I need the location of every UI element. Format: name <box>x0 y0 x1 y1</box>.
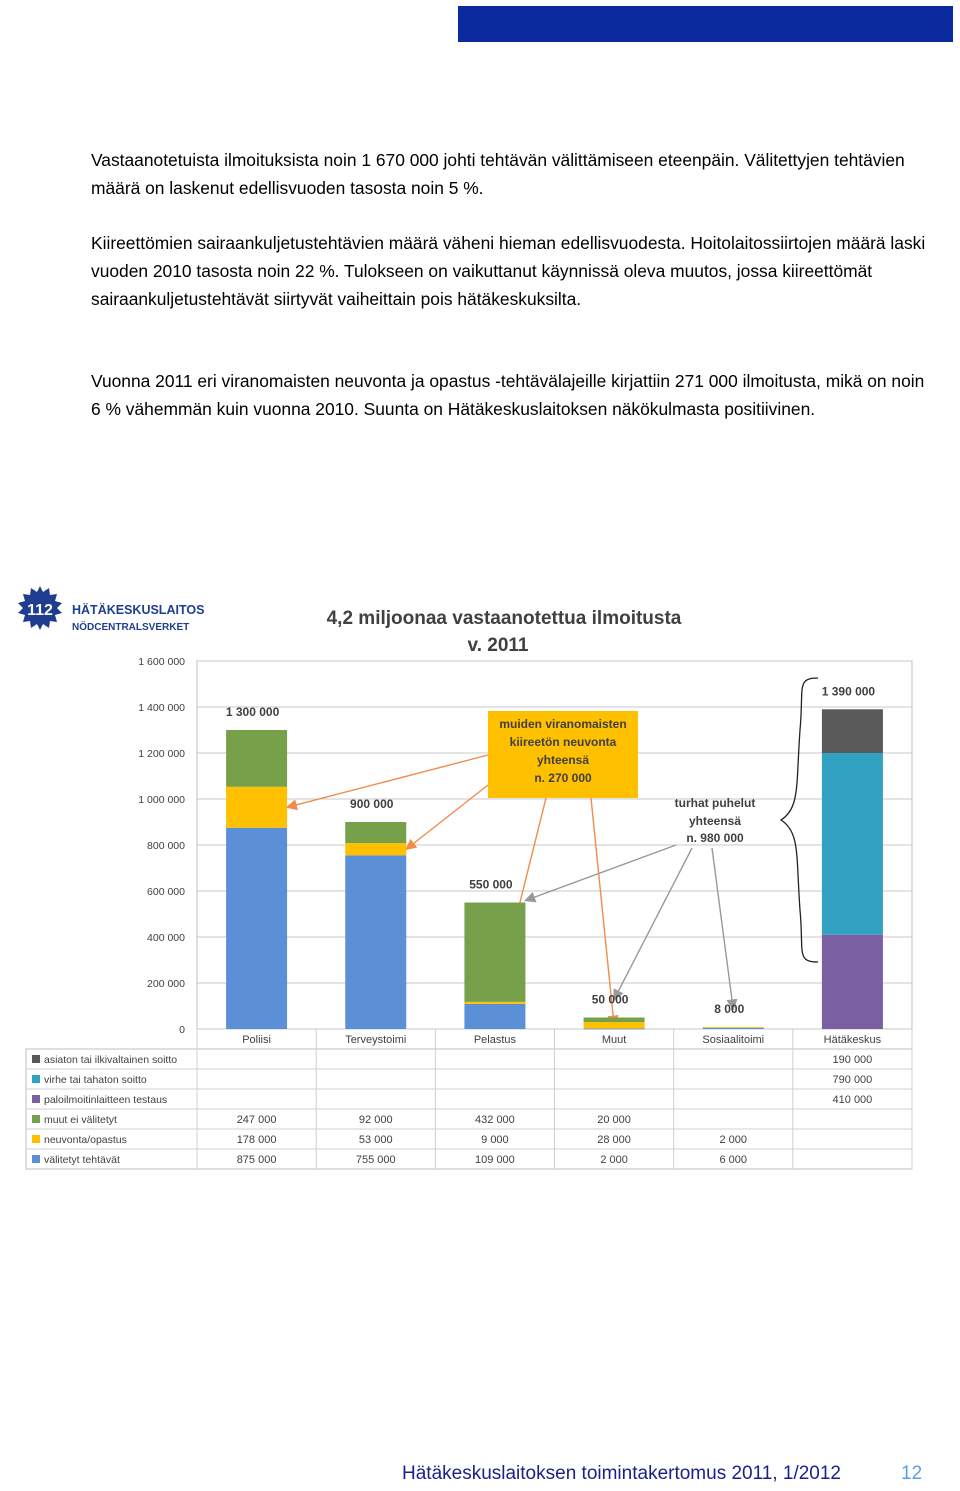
annotation-arrow <box>406 785 488 849</box>
table-cell: 28 000 <box>597 1134 631 1146</box>
hatakeskus-logo <box>18 586 204 633</box>
legend-swatch <box>32 1095 40 1103</box>
legend-swatch <box>32 1135 40 1143</box>
table-cell: 432 000 <box>475 1114 515 1126</box>
y-tick-label: 1 600 000 <box>138 656 185 668</box>
x-tick-label: Muut <box>601 1034 627 1046</box>
paragraph: Vastaanotetuista ilmoituksista noin 1 670 000 johti tehtävän välittämiseen eteenpäin. Välitettyjen tehtävien määrä on laskenut edellisvuoden tasosta noin 5 %. <box>91 150 905 198</box>
y-axis <box>138 656 185 1036</box>
legend-swatch <box>32 1055 40 1063</box>
table-cell: 178 000 <box>236 1134 277 1146</box>
table-cell: 247 000 <box>236 1114 277 1126</box>
table-cell: 755 000 <box>355 1154 396 1166</box>
bar-segment <box>822 709 883 753</box>
y-tick-label: 400 000 <box>147 932 185 944</box>
bar-segment <box>584 1018 645 1023</box>
bar-segment <box>226 828 287 1029</box>
legend-swatch <box>32 1075 40 1083</box>
advice-annotation-line: yhteensä <box>536 753 590 767</box>
advice-annotation-line: n. 270 000 <box>534 771 592 785</box>
y-tick-label: 800 000 <box>147 840 185 852</box>
bar-segment <box>345 855 406 1029</box>
legend-label: asiaton tai ilkivaltainen soitto <box>44 1054 178 1066</box>
table-cell: 92 000 <box>358 1114 393 1126</box>
table-cell: 410 000 <box>832 1094 873 1106</box>
table-cell: 9 000 <box>481 1134 509 1146</box>
annotation-arrow <box>712 848 733 1009</box>
logo-name-swedish: NÖDCENTRALSVERKET <box>72 622 190 633</box>
paragraph: Kiireettömien sairaankuljetustehtävien määrä väheni hieman edellisvuodesta. Hoitolaitossiirtojen määrä laski vuoden 2010 tasosta noin 22 %. Tulokseen on vaikuttanut käynnissä oleva muutos, jossa kiireettömät sairaankuljetustehtävät siirtyvät vaiheittain pois hätäkeskuksilta. <box>91 233 926 309</box>
footer-title: Hätäkeskuslaitoksen toimintakertomus 2011, 1/2012 <box>402 1463 842 1484</box>
table-cell: 190 000 <box>832 1054 873 1066</box>
table-cell: 109 000 <box>475 1154 515 1166</box>
bar-segment <box>226 730 287 787</box>
advice-annotation-line: kiireetön neuvonta <box>509 735 617 749</box>
x-tick-label: Terveystoimi <box>345 1034 407 1046</box>
y-tick-label: 1 200 000 <box>138 748 185 760</box>
total-label: 1 390 000 <box>821 684 876 699</box>
x-tick-label: Pelastus <box>473 1034 517 1046</box>
brace-icon <box>781 678 818 962</box>
advice-annotation-box <box>488 711 638 798</box>
y-tick-label: 1 400 000 <box>138 702 185 714</box>
legend-swatch <box>32 1115 40 1123</box>
bar-segment <box>464 1004 525 1029</box>
y-tick-label: 200 000 <box>147 978 185 990</box>
annotation-arrow <box>591 798 614 1025</box>
bar-segment <box>703 1027 764 1028</box>
table-cell: 20 000 <box>597 1114 631 1126</box>
page-number: 12 <box>901 1463 923 1484</box>
bar-segment <box>584 1022 645 1028</box>
legend-label: välitetyt tehtävät <box>44 1154 120 1166</box>
table-cell: 875 000 <box>236 1154 277 1166</box>
y-tick-label: 600 000 <box>147 886 185 898</box>
total-label: 50 000 <box>591 992 629 1007</box>
logo-number: 112 <box>27 602 53 619</box>
annotation-arrow <box>614 848 692 1000</box>
total-label: 8 000 <box>714 1002 745 1017</box>
bar-segment <box>464 1002 525 1004</box>
total-label: 1 300 000 <box>225 705 280 719</box>
x-tick-label: Sosiaalitoimi <box>702 1034 765 1046</box>
bar-segment <box>226 787 287 828</box>
legend-swatch <box>32 1155 40 1163</box>
table-cell: 2 000 <box>719 1134 748 1146</box>
bar-segment <box>822 935 883 1029</box>
table-cell: 790 000 <box>832 1074 873 1086</box>
bar-segment <box>584 1029 645 1030</box>
false-calls-annotation <box>675 678 818 962</box>
advice-annotation-line: muiden viranomaisten <box>499 717 627 731</box>
legend-label: neuvonta/opastus <box>44 1134 127 1146</box>
legend-label: paloilmoitinlaitteen testaus <box>44 1094 168 1106</box>
x-tick-label: Poliisi <box>242 1034 271 1046</box>
paragraph: Vuonna 2011 eri viranomaisten neuvonta ja opastus -tehtävälajeille kirjattiin 271 000 ilmoitusta, mikä on noin 6 % vähemmän kuin vuonna 2010. Suunta on Hätäkeskuslaitoksen näkökulmasta positiivinen. <box>91 371 925 419</box>
false-calls-line: yhteensä <box>688 814 742 828</box>
logo-name: HÄTÄKESKUSLAITOS <box>72 603 205 617</box>
x-tick-label: Hätäkeskus <box>823 1034 882 1046</box>
total-label: 900 000 <box>350 797 394 811</box>
stacked-bar-chart <box>6 580 916 1180</box>
total-label: 550 000 <box>469 877 513 892</box>
bar-segment <box>345 822 406 843</box>
legend-label: virhe tai tahaton soitto <box>44 1074 147 1086</box>
false-calls-line: n. 980 000 <box>686 831 744 845</box>
y-tick-label: 1 000 000 <box>138 794 185 806</box>
bar-segment <box>822 753 883 935</box>
chart-title: 4,2 miljoonaa vastaanotettua ilmoitusta <box>326 608 682 629</box>
bar-segment <box>345 843 406 855</box>
legend-label: muut ei välitetyt <box>44 1114 117 1126</box>
y-tick-label: 0 <box>179 1024 185 1036</box>
table-cell: 6 000 <box>719 1154 748 1166</box>
data-table <box>26 1029 912 1169</box>
table-cell: 53 000 <box>358 1134 393 1146</box>
page-header-bar <box>458 6 953 42</box>
false-calls-line: turhat puhelut <box>674 796 756 810</box>
chart-subtitle: v. 2011 <box>467 635 529 656</box>
bar-segment <box>464 903 525 1002</box>
table-cell: 2 000 <box>600 1154 628 1166</box>
